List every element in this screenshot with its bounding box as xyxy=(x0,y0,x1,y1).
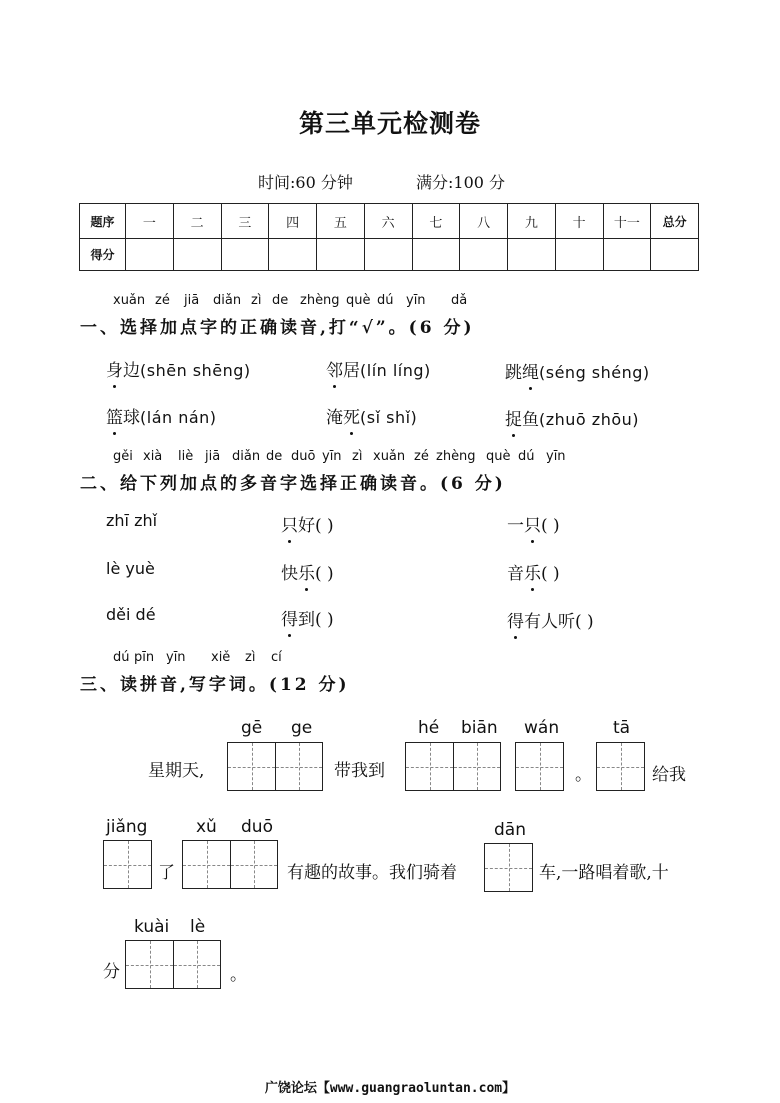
dotted-char: 乐 xyxy=(524,559,541,584)
q2-pinyin-options: děi dé xyxy=(106,605,156,624)
page-title: 第三单元检测卷 xyxy=(298,109,481,138)
q3-pinyin-hint: ge xyxy=(291,718,313,738)
score-table xyxy=(79,203,699,271)
q3-pinyin: yīn xyxy=(166,650,186,665)
q1-pinyin: dú xyxy=(377,293,394,308)
q3-pinyin-hint: jiǎng xyxy=(106,817,148,837)
q3-pinyin-hint: dān xyxy=(494,820,526,840)
writing-cell[interactable] xyxy=(406,743,453,790)
q1-pinyin: diǎn xyxy=(213,293,242,308)
writing-grid-dan[interactable] xyxy=(484,843,533,892)
score-cell[interactable] xyxy=(555,239,603,271)
exam-full-score: 满分:100 分 xyxy=(416,173,506,192)
q2-pinyin: yīn xyxy=(546,449,566,464)
q2-word-a xyxy=(281,559,334,584)
q3-sentence-text: 有趣的故事。我们骑着 xyxy=(287,863,457,883)
q1-pinyin: xuǎn xyxy=(113,293,146,308)
answer-blank[interactable]: 到( ) xyxy=(298,610,334,630)
q3-pinyin-hint: duō xyxy=(241,817,273,837)
writing-grid-wan[interactable] xyxy=(515,742,564,791)
q1-options[interactable]: (lán nán) xyxy=(140,408,217,427)
score-cell[interactable] xyxy=(651,239,699,271)
dotted-char: 得 xyxy=(281,605,298,630)
q1-options[interactable]: (lín líng) xyxy=(360,361,431,380)
q2-word-b xyxy=(507,559,560,584)
score-cell[interactable] xyxy=(173,239,221,271)
writing-cell[interactable] xyxy=(597,743,644,790)
footer-watermark: 广饶论坛【www.guangraoluntan.com】 xyxy=(264,1081,516,1096)
dotted-char: 只 xyxy=(281,511,298,536)
q2-word-b xyxy=(507,511,560,536)
q3-number: 三、 xyxy=(80,675,120,695)
writing-grid-hebian[interactable] xyxy=(405,742,501,791)
dotted-char: 捉 xyxy=(505,405,522,430)
writing-cell[interactable] xyxy=(453,743,500,790)
q1-pinyin: què xyxy=(346,293,371,308)
q2-text: 给下列加点的多音字选择正确读音。(6 分) xyxy=(120,474,506,494)
q1-item xyxy=(326,403,417,428)
writing-cell[interactable] xyxy=(275,743,322,790)
writing-grid-xuduo[interactable] xyxy=(182,840,278,889)
q1-pinyin: zhèng xyxy=(300,293,340,308)
q1-item xyxy=(326,356,431,381)
writing-grid-kuaile[interactable] xyxy=(125,940,221,989)
q1-options[interactable]: (shēn shēng) xyxy=(140,361,251,380)
writing-cell[interactable] xyxy=(485,844,532,891)
writing-grid-jiang[interactable] xyxy=(103,840,152,889)
q2-pinyin: yīn xyxy=(322,449,342,464)
q3-pinyin-hint: tā xyxy=(613,718,631,738)
q3-pinyin: cí xyxy=(271,650,282,665)
q2-char: 一 xyxy=(507,516,524,536)
q2-pinyin: zì xyxy=(352,449,363,464)
score-cell[interactable] xyxy=(603,239,651,271)
score-table-score-row xyxy=(80,239,699,271)
q3-pinyin: xiě xyxy=(211,650,231,665)
q1-char: 居 xyxy=(343,361,360,381)
dotted-char: 乐 xyxy=(298,559,315,584)
q2-pinyin: dú xyxy=(518,449,535,464)
q2-pinyin: xià xyxy=(143,449,163,464)
q3-sentence-text: 星期天, xyxy=(148,761,205,781)
q2-heading xyxy=(80,469,506,494)
q1-number: 一、 xyxy=(80,318,120,338)
q2-pinyin: què xyxy=(486,449,511,464)
score-table-header-row xyxy=(80,204,699,239)
q3-sentence-text: 分 xyxy=(103,962,120,982)
q3-heading xyxy=(80,670,350,695)
score-col: 一 xyxy=(126,204,174,239)
score-cell[interactable] xyxy=(412,239,460,271)
dotted-char: 邻 xyxy=(326,356,343,381)
q1-char: 球 xyxy=(123,408,140,428)
dotted-char: 篮 xyxy=(106,403,123,428)
q1-item xyxy=(505,405,639,430)
writing-cell[interactable] xyxy=(228,743,275,790)
dotted-char: 身 xyxy=(106,356,123,381)
score-col: 十一 xyxy=(603,204,651,239)
q1-char: 跳 xyxy=(505,363,522,383)
q1-pinyin: yīn xyxy=(406,293,426,308)
q3-pinyin-hint: gē xyxy=(241,718,263,738)
score-cell[interactable] xyxy=(508,239,556,271)
q2-pinyin: jiā xyxy=(205,449,221,464)
score-col: 十 xyxy=(555,204,603,239)
q2-pinyin: liè xyxy=(178,449,194,464)
score-cell[interactable] xyxy=(317,239,365,271)
q3-sentence-text: 。 xyxy=(575,765,592,785)
q3-sentence-text: 车,一路唱着歌,十 xyxy=(539,863,669,883)
q3-text: 读拼音,写字词。(12 分) xyxy=(120,675,350,695)
q3-pinyin: pīn xyxy=(134,650,155,665)
score-col: 六 xyxy=(364,204,412,239)
writing-cell[interactable] xyxy=(104,841,151,888)
q1-options[interactable]: (sǐ shǐ) xyxy=(360,408,418,427)
score-cell[interactable] xyxy=(126,239,174,271)
exam-time: 时间:60 分钟 xyxy=(258,173,353,192)
dotted-char: 绳 xyxy=(522,358,539,383)
writing-cell[interactable] xyxy=(516,743,563,790)
score-cell[interactable] xyxy=(364,239,412,271)
q2-pinyin: gěi xyxy=(113,449,133,464)
score-cell[interactable] xyxy=(269,239,317,271)
q3-pinyin-hint: wán xyxy=(524,718,560,738)
q1-char: 边 xyxy=(123,361,140,381)
q1-options[interactable]: (zhuō zhōu) xyxy=(539,410,640,429)
score-col: 七 xyxy=(412,204,460,239)
q2-pinyin: diǎn xyxy=(232,449,261,464)
q2-word-a xyxy=(281,605,334,630)
q3-pinyin-hint: biān xyxy=(461,718,498,738)
q2-word-b xyxy=(507,607,594,632)
q1-item xyxy=(106,356,251,381)
q1-options[interactable]: (séng shéng) xyxy=(539,363,650,382)
writing-cell[interactable] xyxy=(173,941,220,988)
writing-cell[interactable] xyxy=(126,941,173,988)
dotted-char: 死 xyxy=(343,403,360,428)
q1-pinyin: zé xyxy=(155,293,170,308)
dotted-char: 只 xyxy=(524,511,541,536)
writing-cell[interactable] xyxy=(183,841,230,888)
q2-char: 快 xyxy=(281,564,298,584)
q3-pinyin-hint: hé xyxy=(418,718,440,738)
q2-pinyin: xuǎn xyxy=(373,449,406,464)
q3-pinyin-hint: lè xyxy=(190,917,206,937)
q3-sentence-text: 。 xyxy=(230,965,247,985)
q1-text: 选择加点字的正确读音,打“√”。(6 分) xyxy=(120,318,475,338)
answer-blank[interactable]: ( ) xyxy=(315,564,334,584)
writing-grid-ta[interactable] xyxy=(596,742,645,791)
q1-item xyxy=(505,358,650,383)
q1-char: 鱼 xyxy=(522,410,539,430)
score-col: 八 xyxy=(460,204,508,239)
score-cell[interactable] xyxy=(221,239,269,271)
q2-pinyin-options: zhī zhǐ xyxy=(106,511,158,530)
q2-number: 二、 xyxy=(80,474,120,494)
score-col: 四 xyxy=(269,204,317,239)
q3-pinyin: zì xyxy=(245,650,256,665)
answer-blank[interactable]: ( ) xyxy=(541,564,560,584)
q1-pinyin: dǎ xyxy=(451,293,468,308)
q2-pinyin: de xyxy=(266,449,283,464)
score-col: 二 xyxy=(173,204,221,239)
score-row-label: 得分 xyxy=(80,239,126,271)
answer-blank[interactable]: 好( ) xyxy=(298,516,334,536)
q2-pinyin: zé xyxy=(414,449,429,464)
q1-item xyxy=(106,403,217,428)
q2-word-a xyxy=(281,511,334,536)
score-total-label: 总分 xyxy=(651,204,699,239)
q1-heading xyxy=(80,313,474,338)
score-col: 三 xyxy=(221,204,269,239)
score-col: 五 xyxy=(317,204,365,239)
q3-pinyin: dú xyxy=(113,650,130,665)
score-table-row-label: 题序 xyxy=(80,204,126,239)
q1-pinyin: zì xyxy=(251,293,262,308)
q3-sentence-text: 了 xyxy=(158,863,175,883)
q2-pinyin-options: lè yuè xyxy=(106,559,155,578)
q1-char: 淹 xyxy=(326,408,343,428)
q2-pinyin: duō xyxy=(291,449,316,464)
writing-cell[interactable] xyxy=(230,841,277,888)
dotted-char: 得 xyxy=(507,607,524,632)
score-cell[interactable] xyxy=(460,239,508,271)
q3-pinyin-hint: xǔ xyxy=(196,817,217,837)
q2-pinyin: zhèng xyxy=(436,449,476,464)
q1-pinyin: jiā xyxy=(184,293,200,308)
q3-sentence-text: 给我 xyxy=(652,765,686,785)
q3-sentence-text: 带我到 xyxy=(334,761,385,781)
answer-blank[interactable]: ( ) xyxy=(541,516,560,536)
q1-pinyin: de xyxy=(272,293,289,308)
q3-pinyin-hint: kuài xyxy=(134,917,170,937)
q2-char: 音 xyxy=(507,564,524,584)
writing-grid-gege[interactable] xyxy=(227,742,323,791)
score-col: 九 xyxy=(508,204,556,239)
answer-blank[interactable]: 有人听( ) xyxy=(524,612,594,632)
